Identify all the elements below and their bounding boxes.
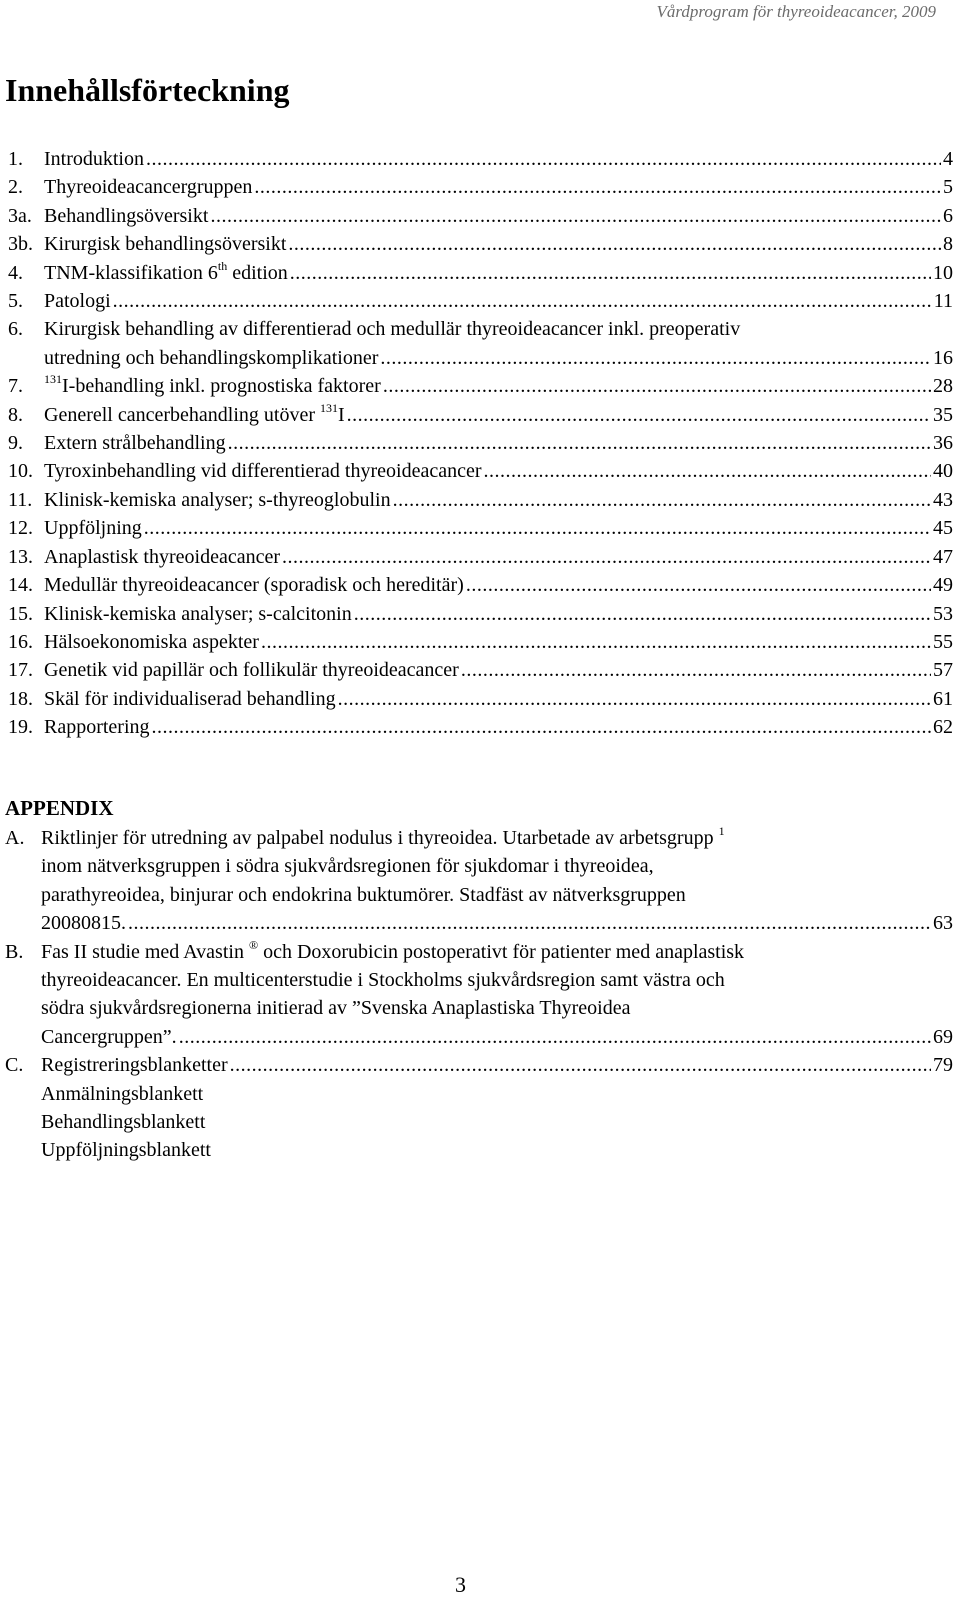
toc-label: Patologi — [44, 290, 111, 313]
appendix-text-line: Fas II studie med Avastin — [41, 940, 249, 963]
toc-page: 36 — [933, 432, 953, 455]
page-title: Innehållsförteckning — [5, 72, 290, 108]
toc-page: 69 — [933, 1025, 953, 1048]
toc-page: 62 — [933, 716, 953, 739]
toc-label: Anaplastisk thyreoideacancer — [44, 545, 281, 568]
toc-label — [44, 259, 288, 287]
toc-number: 13. — [8, 545, 33, 568]
toc-label: Thyreoideacancergruppen — [44, 176, 253, 199]
toc-label-text: Generell cancerbehandling utöver — [44, 403, 320, 426]
toc-entry-continuation[interactable] — [5, 344, 953, 372]
appendix-entry-a-last[interactable] — [5, 909, 953, 937]
toc-page: 55 — [933, 630, 953, 653]
appendix-text-line: Riktlinjer för utredning av palpabel nodulus i thyreoidea. Utarbetade av arbetsgrupp — [41, 827, 719, 849]
toc-number: 18. — [8, 687, 33, 710]
toc-number: 9. — [8, 432, 23, 455]
dot-leader — [113, 287, 932, 315]
superscript: 131 — [44, 372, 62, 387]
dot-leader — [461, 656, 931, 684]
dot-leader — [128, 909, 931, 937]
toc-entry[interactable] — [5, 401, 953, 429]
toc-entry[interactable] — [5, 685, 953, 713]
appendix-text-line: Cancergruppen”. — [41, 1025, 177, 1048]
appendix-entry-b[interactable] — [5, 938, 953, 966]
toc-page: 53 — [933, 602, 953, 625]
toc-page: 10 — [933, 261, 953, 284]
toc-entry[interactable] — [5, 656, 953, 684]
dot-leader — [152, 713, 931, 741]
toc-page: 16 — [933, 346, 953, 369]
toc-entry[interactable] — [5, 514, 953, 542]
toc-label: Hälsoekonomiska aspekter — [44, 630, 259, 653]
toc-number: 4. — [8, 261, 23, 284]
toc-page: 61 — [933, 687, 953, 710]
page-number: 3 — [455, 1572, 466, 1597]
toc-number: 10. — [8, 460, 33, 483]
appendix-sub-item: Uppföljningsblankett — [41, 1139, 211, 1162]
dot-leader — [228, 429, 931, 457]
dot-leader — [347, 401, 931, 429]
toc-label: Klinisk-kemiska analyser; s-thyreoglobulin — [44, 488, 391, 511]
appendix-entry-a[interactable] — [5, 824, 953, 852]
toc-entry[interactable] — [5, 713, 953, 741]
toc-page: 35 — [933, 403, 953, 426]
toc-page: 28 — [933, 375, 953, 398]
toc-entry[interactable] — [5, 202, 953, 230]
toc-label: Genetik vid papillär och follikulär thyreoideacancer — [44, 659, 459, 682]
toc-entry[interactable] — [5, 457, 953, 485]
toc-page: 8 — [943, 233, 953, 256]
appendix-text-line: 20080815. — [41, 912, 126, 935]
toc-page: 40 — [933, 460, 953, 483]
toc-label: Klinisk-kemiska analyser; s-calcitonin — [44, 602, 352, 625]
toc-entry[interactable] — [5, 571, 953, 599]
appendix-letter: C. — [5, 1054, 24, 1077]
toc-label: Extern strålbehandling — [44, 432, 226, 455]
appendix-text-line: och Doxorubicin postoperativt för patienter med anaplastisk — [258, 940, 745, 963]
toc-label: Kirurgisk behandlingsöversikt — [44, 233, 287, 256]
dot-leader — [338, 685, 931, 713]
toc-number: 15. — [8, 602, 33, 625]
toc-entry[interactable] — [5, 145, 953, 173]
appendix-text-line: parathyreoidea, binjurar och endokrina buktumörer. Stadfäst av nätverksgruppen — [41, 883, 686, 906]
table-of-contents — [5, 145, 953, 742]
appendix-sub-item: Anmälningsblankett — [41, 1082, 204, 1105]
toc-entry[interactable] — [5, 287, 953, 315]
toc-number: 7. — [8, 375, 23, 398]
toc-number: 3b. — [8, 233, 33, 256]
toc-number: 12. — [8, 517, 33, 540]
toc-number: 5. — [8, 290, 23, 313]
superscript: th — [217, 258, 228, 273]
toc-number: 6. — [8, 318, 23, 341]
dot-leader — [484, 457, 932, 485]
appendix-text — [41, 824, 725, 852]
toc-entry[interactable] — [5, 543, 953, 571]
toc-label: Rapportering — [44, 716, 150, 739]
toc-entry[interactable] — [5, 230, 953, 258]
toc-label: utredning och behandlingskomplikationer — [44, 346, 379, 369]
toc-page: 57 — [933, 659, 953, 682]
superscript: 1 — [718, 824, 725, 838]
toc-entry[interactable] — [5, 315, 953, 343]
dot-leader — [282, 543, 931, 571]
toc-label — [44, 372, 381, 400]
toc-number: 19. — [8, 716, 33, 739]
toc-label-text: TNM-klassifikation 6 — [44, 261, 218, 284]
dot-leader — [383, 372, 931, 400]
toc-number: 17. — [8, 659, 33, 682]
toc-page: 5 — [943, 176, 953, 199]
dot-leader — [290, 259, 931, 287]
toc-number: 2. — [8, 176, 23, 199]
toc-number: 3a. — [8, 204, 32, 227]
toc-number: 16. — [8, 630, 33, 653]
dot-leader — [261, 628, 931, 656]
appendix-letter: B. — [5, 940, 24, 963]
dot-leader — [230, 1051, 931, 1079]
superscript: 131 — [319, 400, 338, 415]
dot-leader — [354, 600, 931, 628]
toc-label: Tyroxinbehandling vid differentierad thyreoideacancer — [44, 460, 482, 483]
toc-entry[interactable] — [5, 429, 953, 457]
toc-page: 45 — [933, 517, 953, 540]
toc-number: 8. — [8, 403, 23, 426]
appendix-entry-c[interactable] — [5, 1051, 953, 1079]
toc-number: 1. — [8, 148, 23, 170]
toc-number: 11. — [8, 488, 33, 511]
appendix-text — [41, 938, 744, 966]
toc-entry[interactable] — [5, 600, 953, 628]
toc-label — [44, 401, 345, 429]
toc-label-text: edition — [227, 261, 288, 284]
toc-page: 47 — [933, 545, 953, 568]
toc-entry[interactable] — [5, 486, 953, 514]
appendix-entry-b-last[interactable] — [5, 1023, 953, 1051]
dot-leader — [254, 173, 941, 201]
toc-entry[interactable] — [5, 173, 953, 201]
toc-label-text: I — [337, 403, 345, 426]
dot-leader — [466, 571, 931, 599]
appendix-letter: A. — [5, 827, 25, 849]
dot-leader — [144, 514, 931, 542]
toc-entry[interactable] — [5, 372, 953, 400]
dot-leader — [179, 1023, 931, 1051]
toc-page: 49 — [933, 574, 953, 597]
toc-label: Introduktion — [44, 148, 144, 170]
appendix-text-line: Registreringsblanketter — [41, 1054, 228, 1077]
appendix-text-line: thyreoideacancer. En multicenterstudie i Stockholms sjukvårdsregion samt västra och — [41, 969, 725, 992]
toc-label: Kirurgisk behandling av differentierad och medullär thyreoideacancer inkl. preoperativ — [44, 318, 741, 341]
toc-page: 43 — [933, 488, 953, 511]
appendix-heading: APPENDIX — [5, 796, 114, 820]
dot-leader — [146, 145, 941, 173]
dot-leader — [210, 202, 941, 230]
toc-label-text: I-behandling inkl. prognostiska faktorer — [62, 375, 381, 398]
toc-page: 11 — [933, 290, 953, 313]
toc-label: Skäl för individualiserad behandling — [44, 687, 336, 710]
toc-label: Medullär thyreoideacancer (sporadisk och hereditär) — [44, 574, 464, 597]
registered-mark: ® — [248, 937, 259, 952]
toc-page: 4 — [943, 148, 953, 170]
appendix-text-line: inom nätverksgruppen i södra sjukvårdsregionen för sjukdomar i thyreoidea, — [41, 855, 654, 878]
appendix-text-line: södra sjukvårdsregionerna initierad av ”Svenska Anaplastiska Thyreoidea — [41, 997, 631, 1020]
toc-entry[interactable] — [5, 628, 953, 656]
appendix-sub-item: Behandlingsblankett — [41, 1111, 206, 1134]
dot-leader — [288, 230, 941, 258]
toc-page: 63 — [933, 912, 953, 935]
appendix-section — [5, 794, 953, 1165]
running-header: Vårdprogram för thyreoideacancer, 2009 — [656, 2, 936, 21]
toc-label: Behandlingsöversikt — [44, 204, 209, 227]
toc-page: 79 — [933, 1054, 953, 1077]
toc-entry[interactable] — [5, 259, 953, 287]
toc-number: 14. — [8, 574, 33, 597]
toc-page: 6 — [943, 204, 953, 227]
dot-leader — [393, 486, 931, 514]
dot-leader — [380, 344, 931, 372]
toc-label: Uppföljning — [44, 517, 142, 540]
